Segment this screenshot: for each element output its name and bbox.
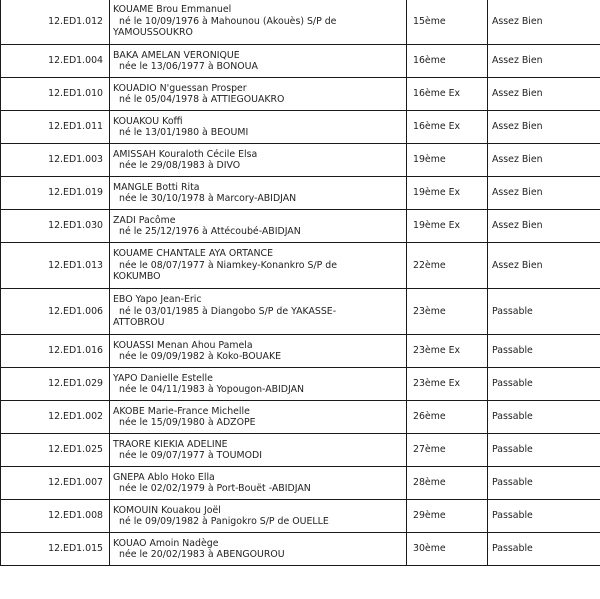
birth-info: née le 29/08/1983 à DIVO [119, 160, 241, 171]
table-row [1, 210, 600, 243]
birth-info: né le 13/01/1980 à BEOUMI [119, 127, 249, 138]
table-row [1, 144, 600, 177]
table-row [1, 500, 600, 533]
table-row [1, 243, 600, 289]
rank: 23ème Ex [407, 368, 488, 401]
rank: 30ème [407, 533, 488, 566]
candidate-code: 12.ED1.019 [1, 177, 110, 210]
birth-info-continued: ATTOBROU [113, 317, 165, 329]
candidate-code: 12.ED1.002 [1, 401, 110, 434]
table-row [1, 434, 600, 467]
candidate-code: 12.ED1.010 [1, 78, 110, 111]
candidate-name: KOUADIO N'guessan Prosper [113, 82, 247, 94]
rank: 19ème [407, 144, 488, 177]
birth-info: née le 09/07/1977 à TOUMODI [119, 450, 262, 461]
mention: Assez Bien [488, 0, 600, 45]
mention: Passable [488, 434, 600, 467]
table-row [1, 45, 600, 78]
candidate-identity [110, 78, 407, 111]
table-row [1, 335, 600, 368]
candidate-identity [110, 500, 407, 533]
rank: 16ème Ex [407, 78, 488, 111]
birth-info: née le 04/11/1983 à Yopougon-ABIDJAN [119, 384, 305, 395]
candidate-identity [110, 467, 407, 500]
rank: 22ème [407, 243, 488, 289]
birth-info-continued: YAMOUSSOUKRO [113, 27, 193, 39]
mention: Assez Bien [488, 111, 600, 144]
rank: 27ème [407, 434, 488, 467]
rank: 29ème [407, 500, 488, 533]
mention: Passable [488, 335, 600, 368]
birth-info: née le 02/02/1979 à Port-Bouët -ABIDJAN [119, 483, 311, 494]
rank: 23ème Ex [407, 335, 488, 368]
mention: Assez Bien [488, 144, 600, 177]
rank: 26ème [407, 401, 488, 434]
candidate-identity [110, 434, 407, 467]
birth-info: née le 13/06/1977 à BONOUA [119, 61, 258, 72]
rank: 28ème [407, 467, 488, 500]
rank: 16ème Ex [407, 111, 488, 144]
candidate-identity [110, 243, 407, 289]
candidate-code: 12.ED1.030 [1, 210, 110, 243]
candidate-code: 12.ED1.029 [1, 368, 110, 401]
birth-info: née le 15/09/1980 à ADZOPE [119, 417, 256, 428]
candidate-name: KOUAME Brou Emmanuel [113, 4, 232, 16]
mention: Passable [488, 401, 600, 434]
rank: 19ème Ex [407, 177, 488, 210]
candidate-identity [110, 177, 407, 210]
candidate-identity [110, 533, 407, 566]
candidate-name: YAPO Danielle Estelle [113, 372, 213, 384]
mention: Passable [488, 467, 600, 500]
mention: Passable [488, 533, 600, 566]
candidate-code: 12.ED1.007 [1, 467, 110, 500]
mention: Assez Bien [488, 243, 600, 289]
candidate-identity [110, 401, 407, 434]
table-row [1, 78, 600, 111]
birth-info: né le 09/09/1982 à Panigokro S/P de OUELLE [119, 516, 329, 527]
table-row [1, 289, 600, 335]
candidate-code: 12.ED1.013 [1, 243, 110, 289]
birth-info: né le 25/12/1976 à Attécoubé-ABIDJAN [119, 226, 301, 237]
candidate-code: 12.ED1.015 [1, 533, 110, 566]
birth-info: né le 03/01/1985 à Diangobo S/P de YAKASSE- [119, 305, 337, 317]
candidate-code: 12.ED1.016 [1, 335, 110, 368]
birth-info: née le 09/09/1982 à Koko-BOUAKE [119, 351, 282, 362]
table-row [1, 533, 600, 566]
table-row [1, 467, 600, 500]
birth-info: né le 05/04/1978 à ATTIEGOUAKRO [119, 94, 285, 105]
mention: Assez Bien [488, 45, 600, 78]
mention: Passable [488, 289, 600, 335]
candidate-identity [110, 111, 407, 144]
candidate-code: 12.ED1.004 [1, 45, 110, 78]
birth-info: née le 20/02/1983 à ABENGOUROU [119, 549, 285, 560]
candidate-name: AKOBE Marie-France Michelle [113, 405, 250, 417]
rank: 15ème [407, 0, 488, 45]
candidate-code: 12.ED1.006 [1, 289, 110, 335]
birth-info: née le 08/07/1977 à Niamkey-Konankro S/P de [119, 259, 337, 271]
rank: 19ème Ex [407, 210, 488, 243]
candidate-code: 12.ED1.003 [1, 144, 110, 177]
candidate-code: 12.ED1.025 [1, 434, 110, 467]
birth-info: né le 10/09/1976 à Mahounou (Akouès) S/P de [119, 15, 337, 27]
candidate-code: 12.ED1.008 [1, 500, 110, 533]
table-row [1, 177, 600, 210]
candidate-name: ZADI Pacôme [113, 214, 176, 226]
candidate-name: EBO Yapo Jean-Eric [113, 294, 202, 306]
table-row [1, 401, 600, 434]
mention: Assez Bien [488, 78, 600, 111]
candidate-name: KOUASSI Menan Ahou Pamela [113, 339, 253, 351]
mention: Assez Bien [488, 177, 600, 210]
candidate-code: 12.ED1.011 [1, 111, 110, 144]
candidate-name: KOUAME CHANTALE AYA ORTANCE [113, 248, 274, 260]
candidate-name: AMISSAH Kouraloth Cécile Elsa [113, 148, 258, 160]
candidate-identity [110, 0, 407, 45]
candidate-name: KOUAKOU Koffi [113, 115, 183, 127]
candidate-name: BAKA AMELAN VERONIQUE [113, 49, 240, 61]
candidate-name: MANGLE Botti Rita [113, 181, 200, 193]
candidate-name: GNEPA Ablo Hoko Ella [113, 471, 215, 483]
candidate-identity [110, 368, 407, 401]
candidate-name: KOMOUIN Kouakou Joël [113, 504, 221, 516]
table-row [1, 0, 600, 45]
candidate-identity [110, 335, 407, 368]
candidate-code: 12.ED1.012 [1, 0, 110, 45]
candidate-name: KOUAO Amoin Nadège [113, 537, 219, 549]
rank: 23ème [407, 289, 488, 335]
candidate-identity [110, 210, 407, 243]
mention: Passable [488, 368, 600, 401]
candidate-identity [110, 289, 407, 335]
table-row [1, 111, 600, 144]
table-row [1, 368, 600, 401]
candidate-identity [110, 45, 407, 78]
candidate-identity [110, 144, 407, 177]
mention: Assez Bien [488, 210, 600, 243]
rank: 16ème [407, 45, 488, 78]
birth-info: née le 30/10/1978 à Marcory-ABIDJAN [119, 193, 297, 204]
mention: Passable [488, 500, 600, 533]
birth-info-continued: KOKUMBO [113, 271, 161, 283]
candidate-name: TRAORE KIEKIA ADELINE [113, 438, 228, 450]
